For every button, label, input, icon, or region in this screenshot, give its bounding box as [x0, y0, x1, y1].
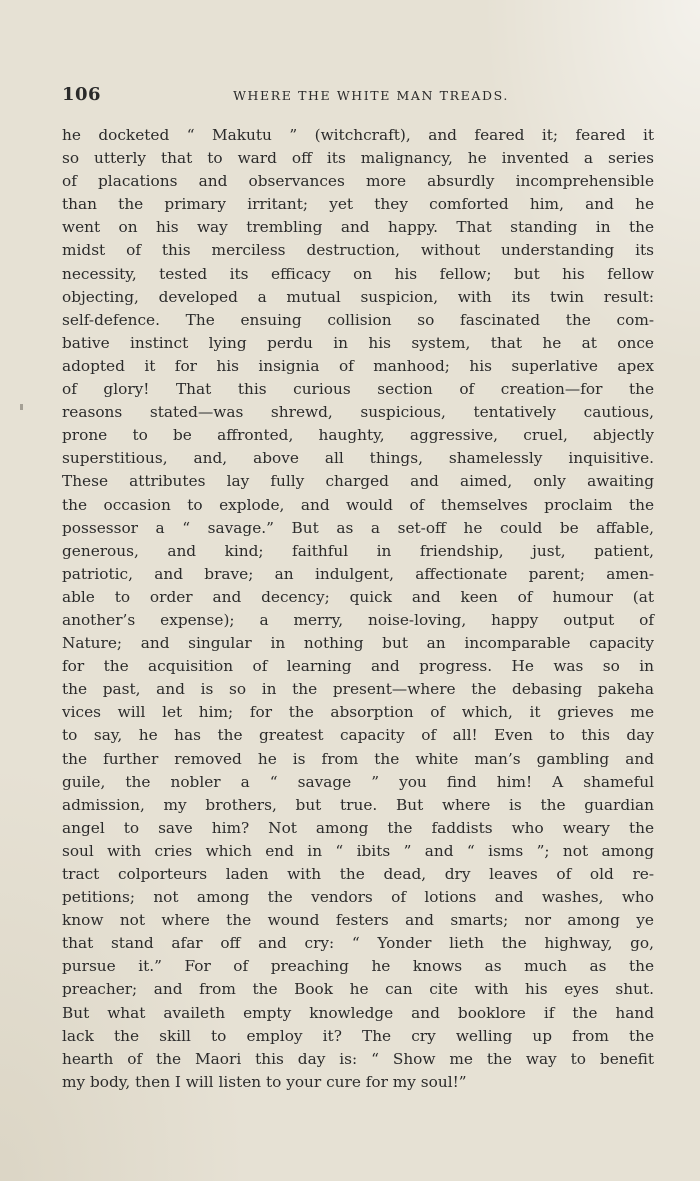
text-line: Nature; and singular in nothing but an incomparable capacity: [62, 634, 654, 653]
text-line: he docketed “ Makutu ” (witchcraft), and feared it; feared it: [62, 126, 654, 144]
text-line: went on his way trembling and happy. That standing in the: [62, 218, 654, 237]
text-line: preacher; and from the Book he can cite with his eyes shut.: [62, 980, 654, 999]
text-line: admission, my brothers, but true. But where is the guardian: [62, 795, 654, 814]
text-line: the occasion to explode, and would of themselves proclaim the: [62, 495, 654, 514]
text-line: of glory! That this curious section of creation—for the: [62, 380, 654, 399]
text-line: self-defence. The ensuing collision so fascinated the com-: [62, 310, 654, 329]
text-line: adopted it for his insignia of manhood; his superlative apex: [62, 356, 654, 375]
text-line: another’s expense); a merry, noise-loving, happy output of: [62, 610, 654, 629]
text-line: to say, he has the greatest capacity of all! Even to this day: [62, 726, 654, 745]
margin-speck: [20, 404, 23, 410]
text-line: than the primary irritant; yet they comforted him, and he: [62, 195, 654, 214]
text-line: hearth of the Maori this day is: “ Show me the way to benefit: [62, 1049, 654, 1068]
text-line: my body, then I will listen to your cure for my soul!”: [62, 1072, 467, 1091]
text-line: necessity, tested its efficacy on his fellow; but his fellow: [62, 264, 654, 283]
text-line: for the acquisition of learning and progress. He was so in: [62, 657, 654, 676]
text-line: These attributes lay fully charged and aimed, only awaiting: [62, 472, 654, 491]
text-line: tract colporteurs laden with the dead, dry leaves of old re-: [62, 865, 654, 883]
page-number: 106: [62, 84, 102, 105]
text-line: possessor a “ savage.” But as a set-off he could be affable,: [62, 518, 654, 537]
text-line: the further removed he is from the white man’s gambling and: [62, 749, 654, 768]
text-line: patriotic, and brave; an indulgent, affectionate parent; amen-: [62, 564, 654, 583]
text-line: prone to be affronted, haughty, aggressive, cruel, abjectly: [62, 426, 654, 445]
text-line: pursue it.” For of preaching he knows as much as the: [62, 957, 654, 976]
text-line: But what availeth empty knowledge and booklore if the hand: [62, 1003, 654, 1022]
text-line: that stand afar off and cry: “ Yonder lieth the highway, go,: [62, 934, 654, 953]
text-line: generous, and kind; faithful in friendship, just, patient,: [62, 541, 654, 560]
text-line: lack the skill to employ it? The cry welling up from the: [62, 1026, 654, 1045]
running-head: WHERE THE WHITE MAN TREADS.: [233, 88, 509, 103]
text-line: bative instinct lying perdu in his system, that he at once: [62, 333, 654, 352]
text-line: midst of this merciless destruction, without understanding its: [62, 241, 654, 260]
text-line: superstitious, and, above all things, shamelessly inquisitive.: [62, 449, 654, 468]
text-line: reasons stated—was shrewd, suspicious, tentatively cautious,: [62, 403, 654, 422]
text-line: able to order and decency; quick and keen of humour (at: [62, 587, 654, 606]
text-line: angel to save him? Not among the faddists who weary the: [62, 818, 654, 837]
text-line: of placations and observances more absurdly incomprehensible: [62, 172, 654, 191]
text-line: soul with cries which end in “ ibits ” and “ isms ”; not among: [62, 841, 654, 860]
text-line: know not where the wound festers and smarts; nor among ye: [62, 911, 654, 930]
body-text: [62, 124, 654, 1094]
text-line: vices will let him; for the absorption of which, it grieves me: [62, 703, 654, 722]
text-line: the past, and is so in the present—where the debasing pakeha: [62, 680, 654, 699]
text-line: so utterly that to ward off its malignancy, he invented a series: [62, 149, 654, 168]
text-line: objecting, developed a mutual suspicion, with its twin result:: [62, 287, 654, 306]
page-header: [62, 84, 656, 108]
text-line: guile, the nobler a “ savage ” you find him! A shameful: [62, 772, 654, 791]
text-line: petitions; not among the vendors of lotions and washes, who: [62, 888, 654, 907]
